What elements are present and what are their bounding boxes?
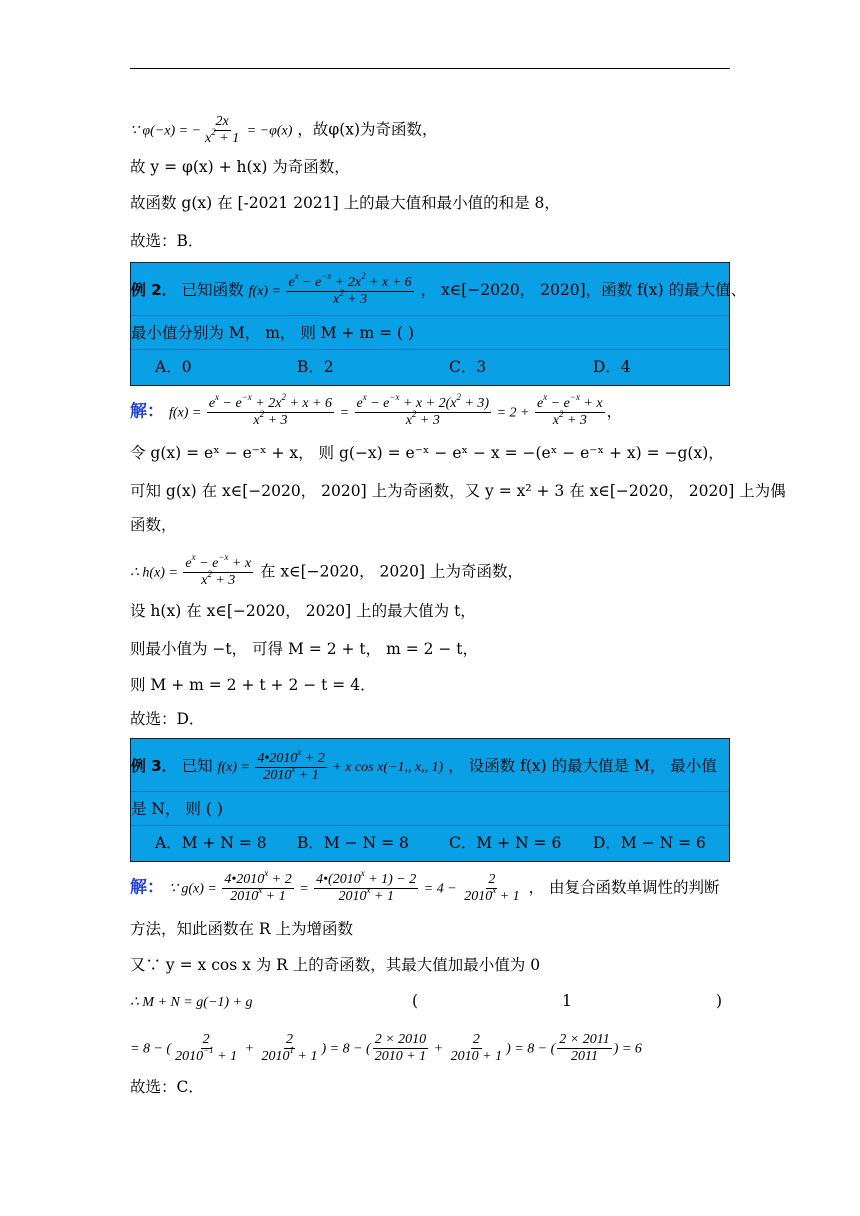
example-3-stem-cont: 是 N， 则 ( ) [131,791,729,826]
example-2-options [131,349,729,384]
option-d: D．4 [593,358,631,376]
example-2-stem: 例 2． 已知函数 f(x) = $\frac{e^x - e^{-x} + 2x^2 + x + 6}{x^2 + 3}$ ， x∈[−2020， 2020]，函数 f(x) 的最大值、 [131,270,747,307]
option-a: A．M + N = 8 [155,834,267,852]
option-b: B．M − N = 8 [297,834,409,852]
option-c: C．3 [449,358,487,376]
solution-2-line-9: 故选：D． [130,710,205,728]
option-c: C．M + N = 6 [449,834,562,852]
solution-3-line-4: ∴ M + N = g(−1) + g ( 1 ) [130,992,723,1010]
solution-2-line-7: 则最小值为 −t， 可得 M = 2 + t， m = 2 − t， [130,640,479,658]
solution-3-line-5: = 8 − ( $\frac{2}{2010^{-1} + 1}$ + $\frac{2}{2010^1 + 1}$ ) = 8 − ( $\frac{2 \times 2010}{2010 + 1}$ + $\frac{2}{2010 + 1}$ ) = 8 − ( $\frac{2 \times 2011}{2011}$ ) = 6 [130,1032,642,1064]
example-3-options [131,825,729,860]
example-3-stem: 例 3． 已知 f(x) = $\frac{4•2010^x + 2}{2010^x + 1}$ + x cos x(−1,, x,, 1) ， 设函数 f(x) 的最大值是 M， 最小值 [131,746,717,783]
option-d: D．M − N = 6 [593,834,706,852]
solution-2-line-1: 解： f(x) = $\frac{e^x - e^{-x} + 2x^2 + x + 6}{x^2 + 3}$ = $\frac{e^x - e^{-x} + x + 2(x^2 + 3)}{x^2 + 3}$ = 2 + $\frac{e^x - e^{-x} + x}{x^2 + 3}$ ， [130,392,623,428]
solution-3-line-1: 解： ∵ g(x) = $\frac{4•2010^x + 2}{2010^x + 1}$ = $\frac{4•(2010^x + 1) - 2}{2010^x + 1}$ = 4 − $\frac{2}{2010^x + 1}$ ， 由复合函数单调性的判断 [130,868,720,904]
example-3-box [130,738,730,862]
solution-3-line-2: 方法，知此函数在 R 上为增函数 [130,920,354,938]
solution-2-line-6: 设 h(x) 在 x∈[−2020， 2020] 上的最大值为 t， [130,602,476,620]
example-2-stem-cont: 最小值分别为 M， m， 则 M + m = ( ) [131,315,729,350]
header-rule [130,68,730,69]
example-2-label: 例 2． [131,281,177,299]
solution-2-line-5: ∴ h(x) = $\frac{e^x - e^{-x} + x}{x^2 + 3}$ 在 x∈[−2020， 2020] 上为奇函数， [130,552,523,588]
solution-2-line-3: 可知 g(x) 在 x∈[−2020， 2020] 上为奇函数，又 y = x² + 3 在 x∈[−2020， 2020] 上为偶 [130,482,786,500]
example-3-label: 例 3． [131,757,177,775]
option-a: A．0 [155,358,192,376]
line-y-odd: 故 y = φ(x) + h(x) 为奇函数， [130,158,350,176]
example-2-box [130,262,747,386]
solution-label: 解： [130,877,164,898]
solution-3-line-3: 又∵ y = x cos x 为 R 上的奇函数，其最大值加最小值为 0 [130,956,541,974]
line-phi-odd: ∵ φ(−x) = − $\frac{2x}{x^2 + 1}$ = −φ(x) ，故φ(x)为奇函数， [130,114,438,146]
solution-2-line-2: 令 g(x) = eˣ − e⁻ˣ + x， 则 g(−x) = e⁻ˣ − eˣ − x = −(eˣ − e⁻ˣ + x) = −g(x)， [130,444,724,462]
solution-label: 解： [130,401,164,422]
line-answer-b: 故选：B． [130,232,204,250]
solution-2-line-8: 则 M + m = 2 + t + 2 − t = 4． [130,676,376,694]
line-max-min-sum: 故函数 g(x) 在 [-2021 2021] 上的最大值和最小值的和是 8， [130,194,560,212]
option-b: B．2 [297,358,334,376]
solution-3-line-6: 故选：C． [130,1078,204,1096]
solution-2-line-4: 函数， [130,516,177,534]
